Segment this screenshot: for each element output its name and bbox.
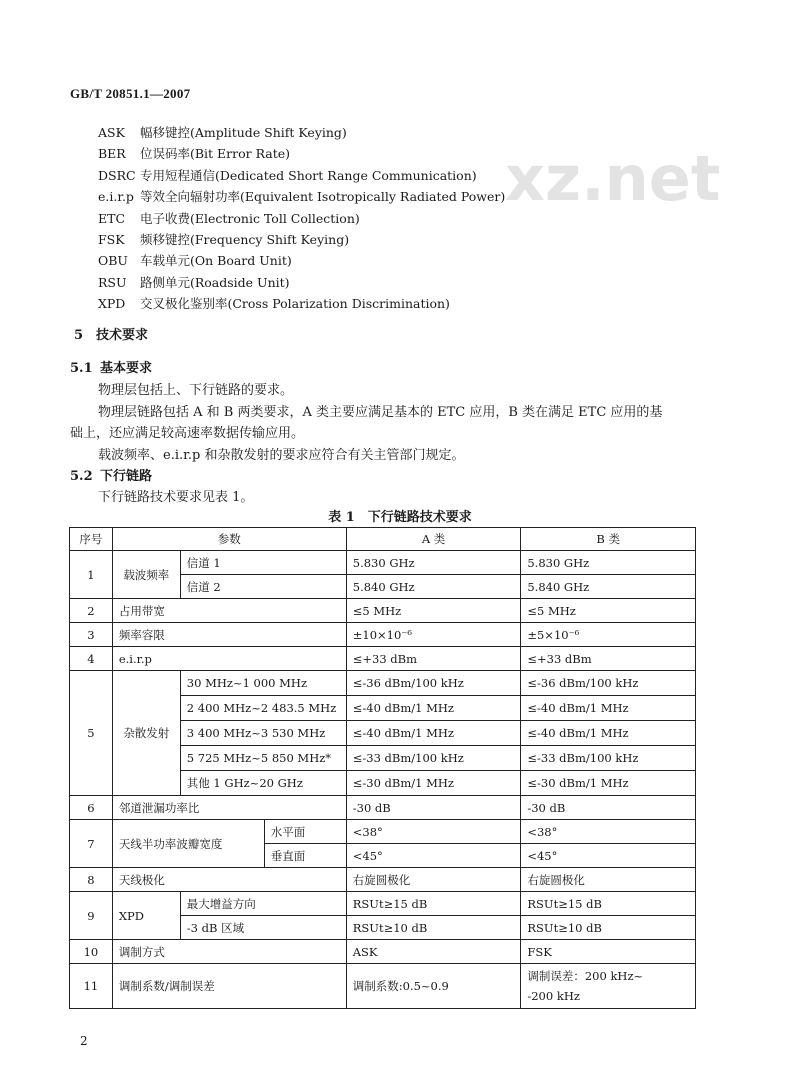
class-b-cell <box>521 964 696 1009</box>
sub-param-cell: 30 MHz~1 000 MHz <box>180 671 346 696</box>
section-5-2-heading <box>70 465 152 484</box>
header-cell: 参数 <box>112 528 346 551</box>
class-a-cell: ±10×10⁻⁶ <box>346 623 521 647</box>
row-number: 10 <box>70 940 113 964</box>
paragraph: 物理层包括上、下行链路的要求。 <box>98 383 294 398</box>
param-cell: 邻道泄漏功率比 <box>112 796 346 820</box>
table-row <box>70 964 696 1009</box>
abbr-text: 车载单元(On Board Unit) <box>139 253 292 269</box>
sub-param-cell: 信道 2 <box>180 575 346 599</box>
class-b-cell: ±5×10⁻⁶ <box>521 623 696 647</box>
param-cell: 杂散发射 <box>112 671 180 796</box>
abbr-text: 路侧单元(Roadside Unit) <box>139 274 290 290</box>
class-b-cell: 右旋圆极化 <box>521 868 696 892</box>
table-row <box>70 671 696 696</box>
abbr-text: 专用短程通信(Dedicated Short Range Communication) <box>139 167 477 183</box>
header-cell: 序号 <box>70 528 113 551</box>
sub-param-cell: 最大增益方向 <box>180 892 346 916</box>
abbr-text: 幅移键控(Amplitude Shift Keying) <box>139 125 347 140</box>
param-cell: 天线半功率波瓣宽度 <box>112 820 264 868</box>
abbreviation-item <box>98 122 505 143</box>
param-cell: 调制方式 <box>112 940 346 964</box>
section-title: 技术要求 <box>96 328 149 343</box>
table-row <box>70 599 696 623</box>
sub-param-cell: 信道 1 <box>180 551 346 575</box>
sub-param-cell: -3 dB 区域 <box>180 916 346 940</box>
class-a-cell: <45° <box>346 844 521 868</box>
param-cell: 频率容限 <box>112 623 346 647</box>
abbreviation-item <box>98 208 505 229</box>
abbr-code: e.i.r.p <box>98 189 134 205</box>
table-caption: 表 1 下行链路技术要求 <box>328 510 472 525</box>
row-number: 9 <box>70 892 113 940</box>
param-cell: e.i.r.p <box>112 647 346 671</box>
abbr-code: DSRC <box>98 167 136 183</box>
class-b-cell: RSUt≥10 dB <box>521 916 696 940</box>
section-number: 5 <box>74 328 84 343</box>
table-row <box>70 623 696 647</box>
class-a-cell: 右旋圆极化 <box>346 868 521 892</box>
class-b-cell: ≤-36 dBm/100 kHz <box>521 671 696 696</box>
row-number: 5 <box>70 671 113 796</box>
param-cell: XPD <box>112 892 180 940</box>
abbreviation-item <box>98 250 505 271</box>
abbr-text: 等效全向辐射功率(Equivalent Isotropically Radiated Power) <box>139 189 506 205</box>
paragraph: 物理层链路包括 A 和 B 两类要求，A 类主要应满足基本的 ETC 应用，B 类在满足 ETC 应用的基 <box>98 405 663 420</box>
row-number: 7 <box>70 820 113 868</box>
abbr-text: 频移键控(Frequency Shift Keying) <box>139 231 350 247</box>
abbr-code: FSK <box>98 231 125 247</box>
abbreviation-item <box>98 293 505 314</box>
header-cell: B 类 <box>521 528 696 551</box>
table-header-row <box>70 528 696 551</box>
abbr-text: 交叉极化鉴别率(Cross Polarization Discrimination) <box>139 296 450 312</box>
paragraph: 载波频率、e.i.r.p 和杂散发射的要求应符合有关主管部门规定。 <box>98 448 465 463</box>
sub-param-cell: 水平面 <box>264 820 346 844</box>
section-title: 下行链路 <box>100 469 153 484</box>
table-row <box>70 551 696 575</box>
abbreviation-list <box>98 122 505 315</box>
class-b-cell: <38° <box>521 820 696 844</box>
class-a-cell: <38° <box>346 820 521 844</box>
class-b-cell: ≤5 MHz <box>521 599 696 623</box>
section-title: 基本要求 <box>100 361 153 376</box>
sub-param-cell: 5 725 MHz~5 850 MHz* <box>180 746 346 771</box>
class-b-cell: -30 dB <box>521 796 696 820</box>
abbreviation-item <box>98 186 505 207</box>
section-number: 5.2 <box>70 469 93 484</box>
abbr-code: OBU <box>98 253 128 269</box>
class-a-cell: ≤-40 dBm/1 MHz <box>346 721 521 746</box>
abbr-code: ASK <box>98 125 125 140</box>
param-cell: 调制系数/调制误差 <box>112 964 346 1009</box>
abbr-code: XPD <box>98 296 126 312</box>
class-b-cell: 5.840 GHz <box>521 575 696 599</box>
abbreviation-item <box>98 229 505 250</box>
sub-param-cell: 2 400 MHz~2 483.5 MHz <box>180 696 346 721</box>
row-number: 6 <box>70 796 113 820</box>
class-b-cell: ≤+33 dBm <box>521 647 696 671</box>
class-b-cell: ≤-40 dBm/1 MHz <box>521 721 696 746</box>
abbr-code: RSU <box>98 274 127 290</box>
table-row <box>70 868 696 892</box>
row-number: 11 <box>70 964 113 1009</box>
class-b-cell: FSK <box>521 940 696 964</box>
sub-param-cell: 其他 1 GHz~20 GHz <box>180 771 346 796</box>
row-number: 8 <box>70 868 113 892</box>
param-cell: 占用带宽 <box>112 599 346 623</box>
section-5-heading <box>74 324 148 343</box>
param-cell: 天线极化 <box>112 868 346 892</box>
class-a-cell: ≤-33 dBm/100 kHz <box>346 746 521 771</box>
row-number: 1 <box>70 551 113 599</box>
abbreviation-item <box>98 272 505 293</box>
class-a-cell: RSUt≥10 dB <box>346 916 521 940</box>
class-a-cell: RSUt≥15 dB <box>346 892 521 916</box>
row-number: 3 <box>70 623 113 647</box>
section-5-1-heading <box>70 357 152 376</box>
row-number: 2 <box>70 599 113 623</box>
class-a-cell: ASK <box>346 940 521 964</box>
class-a-cell: -30 dB <box>346 796 521 820</box>
param-cell: 载波频率 <box>112 551 180 599</box>
sub-param-cell: 3 400 MHz~3 530 MHz <box>180 721 346 746</box>
table-row <box>70 796 696 820</box>
class-a-cell: 5.840 GHz <box>346 575 521 599</box>
section-number: 5.1 <box>70 361 93 376</box>
abbr-text: 电子收费(Electronic Toll Collection) <box>139 210 360 226</box>
class-b-cell: ≤-30 dBm/1 MHz <box>521 771 696 796</box>
table-row <box>70 940 696 964</box>
watermark: xz.net <box>505 142 721 215</box>
page-number: 2 <box>80 1034 88 1048</box>
class-b-cell: <45° <box>521 844 696 868</box>
class-a-cell: ≤-30 dBm/1 MHz <box>346 771 521 796</box>
downlink-requirements-table <box>69 527 696 1009</box>
table-row <box>70 892 696 916</box>
header-cell: A 类 <box>346 528 521 551</box>
class-a-cell: ≤5 MHz <box>346 599 521 623</box>
table-row <box>70 820 696 844</box>
paragraph-continuation: 础上，还应满足较高速率数据传输应用。 <box>70 426 305 441</box>
class-b-cell: ≤-40 dBm/1 MHz <box>521 696 696 721</box>
class-a-cell: 调制系数:0.5~0.9 <box>346 964 521 1009</box>
class-a-cell: 5.830 GHz <box>346 551 521 575</box>
row-number: 4 <box>70 647 113 671</box>
class-b-cell: RSUt≥15 dB <box>521 892 696 916</box>
table-row <box>70 647 696 671</box>
abbr-code: ETC <box>98 210 126 226</box>
paragraph: 下行链路技术要求见表 1。 <box>98 490 254 505</box>
abbreviation-item <box>98 143 505 164</box>
class-b-cell: ≤-33 dBm/100 kHz <box>521 746 696 771</box>
abbr-text: 位误码率(Bit Error Rate) <box>139 146 291 162</box>
class-a-cell: ≤-36 dBm/100 kHz <box>346 671 521 696</box>
class-a-cell: ≤-40 dBm/1 MHz <box>346 696 521 721</box>
sub-param-cell: 垂直面 <box>264 844 346 868</box>
class-b-cell: 5.830 GHz <box>521 551 696 575</box>
class-a-cell: ≤+33 dBm <box>346 647 521 671</box>
cell-line: 调制误差：200 kHz~ <box>527 969 644 983</box>
cell-line: -200 kHz <box>527 989 580 1003</box>
abbreviation-item <box>98 165 505 186</box>
standard-header: GB/T 20851.1—2007 <box>70 86 191 101</box>
abbr-code: BER <box>98 146 126 162</box>
